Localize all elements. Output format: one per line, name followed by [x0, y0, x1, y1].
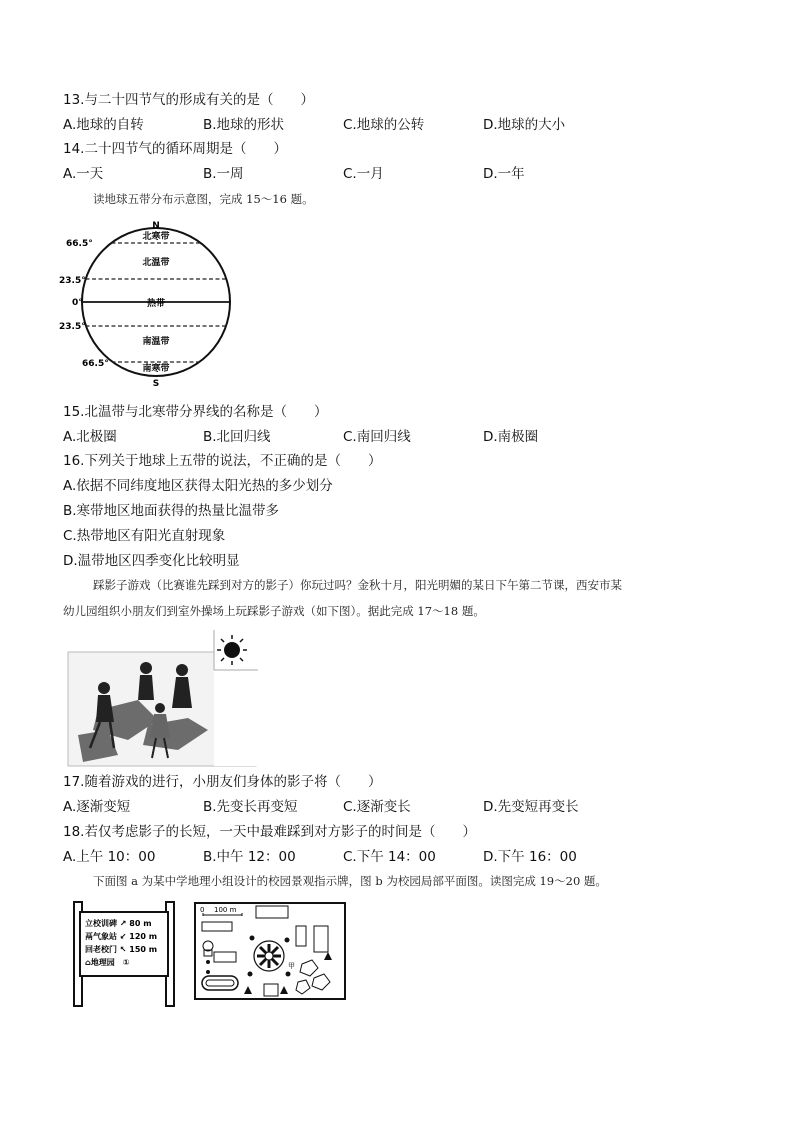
q17-option-b: B.先变长再变短 [203, 799, 298, 815]
passage-campus: 下面图 a 为某中学地理小组设计的校园景观指示牌，图 b 为校园局部平面图。读图完成 19～20 题。 [93, 874, 607, 888]
zone-north-temperate: 北温带 [142, 258, 170, 268]
geography-garden-icon [254, 941, 284, 971]
campus-sign-figure [70, 902, 180, 1008]
lat-label-23-n: 23.5° [59, 276, 86, 286]
q15-option-d: D.南极圈 [483, 429, 539, 445]
q15-option-a: A.北极圈 [63, 429, 117, 445]
q16-option-b: B.寒带地区地面获得的热量比温带多 [63, 503, 280, 519]
q16-option-a: A.依据不同纬度地区获得太阳光热的多少划分 [63, 478, 333, 494]
zone-tropical: 热带 [146, 299, 166, 309]
sign-row-1: 立校训碑 ↗ 80 m [85, 919, 152, 928]
q18-option-c: C.下午 14：00 [343, 849, 436, 865]
q18-option-b: B.中午 12：00 [203, 849, 296, 865]
q16-option-c: C.热带地区有阳光直射现象 [63, 528, 226, 544]
question-16-stem: 16.下列关于地球上五带的说法，不正确的是（ ） [63, 453, 382, 469]
scale-zero: 0 [200, 906, 205, 914]
question-15-stem: 15.北温带与北寒带分界线的名称是（ ） [63, 404, 328, 420]
scale-text: 100 m [214, 906, 237, 914]
q18-option-d: D.下午 16：00 [483, 849, 577, 865]
q18-option-a: A.上午 10：00 [63, 849, 156, 865]
q16-option-d: D.温带地区四季变化比较明显 [63, 553, 240, 569]
question-17-stem: 17.随着游戏的进行，小朋友们身体的影子将（ ） [63, 774, 382, 790]
lat-label-23-s: 23.5° [59, 322, 86, 332]
label-jia: 甲 [288, 962, 295, 970]
sign-row-2: 鬲气象站 ↙ 120 m [85, 932, 158, 941]
q15-option-c: C.南回归线 [343, 429, 411, 445]
passage-zones: 读地球五带分布示意图，完成 15～16 题。 [93, 192, 314, 206]
campus-plan-figure [194, 902, 346, 1000]
q13-option-a: A.地球的自转 [63, 117, 144, 133]
q15-option-b: B.北回归线 [203, 429, 271, 445]
south-label: S [152, 379, 160, 389]
sign-row-4: ⌂地理园 ① [85, 958, 130, 967]
q14-option-a: A.一天 [63, 166, 104, 182]
q13-option-d: D.地球的大小 [483, 117, 566, 133]
question-14-stem: 14.二十四节气的循环周期是（ ） [63, 141, 287, 157]
q14-option-d: D.一年 [483, 166, 525, 182]
lat-label-66-n: 66.5° [66, 239, 93, 249]
passage-shadow-line1: 踩影子游戏（比赛谁先踩到对方的影子）你玩过吗？金秋十月，阳光明媚的某日下午第二节课，西安市某 [93, 578, 622, 592]
zone-south-frigid: 南寒带 [142, 364, 170, 374]
q14-option-c: C.一月 [343, 166, 384, 182]
question-13-stem: 13.与二十四节气的形成有关的是（ ） [63, 92, 314, 108]
q17-option-d: D.先变短再变长 [483, 799, 579, 815]
q17-option-a: A.逐渐变短 [63, 799, 131, 815]
q13-option-b: B.地球的形状 [203, 117, 285, 133]
shadow-game-picture [68, 630, 258, 768]
north-label: N [152, 221, 160, 231]
lat-label-66-s: 66.5° [82, 359, 109, 369]
lat-label-0: 0° [72, 298, 83, 308]
sign-row-3: 回老校门 ↖ 150 m [85, 945, 158, 954]
q14-option-b: B.一周 [203, 166, 244, 182]
zone-south-temperate: 南温带 [142, 337, 170, 347]
question-18-stem: 18.若仅考虑影子的长短，一天中最难踩到对方影子的时间是（ ） [63, 824, 476, 840]
q13-option-c: C.地球的公转 [343, 117, 425, 133]
q17-option-c: C.逐渐变长 [343, 799, 411, 815]
passage-shadow-line2: 幼儿园组织小朋友们到室外操场上玩踩影子游戏（如下图）。据此完成 17～18 题。 [63, 604, 485, 618]
five-zones-figure [59, 220, 246, 390]
zone-north-frigid: 北寒带 [142, 232, 170, 242]
